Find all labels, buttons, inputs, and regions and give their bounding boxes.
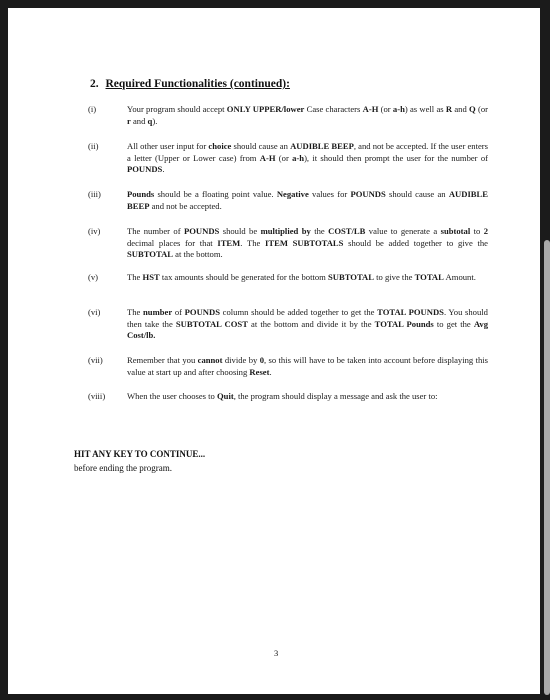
section-title: Required Functionalities (continued):	[105, 78, 290, 90]
emphasis-text: ITEM	[217, 237, 241, 248]
body-text: .	[162, 164, 165, 175]
list-item-text	[127, 272, 488, 284]
emphasis-text: COST/LB	[328, 226, 366, 236]
list-item-text	[127, 104, 488, 127]
body-text: Amount.	[443, 272, 476, 282]
emphasis-text: cannot	[197, 355, 223, 365]
list-item	[88, 141, 488, 176]
body-text: values for	[308, 189, 351, 199]
emphasis-text: r	[127, 115, 131, 126]
body-text: decimal places for that	[127, 237, 218, 248]
body-text: (or	[275, 152, 293, 163]
section-heading	[90, 78, 290, 90]
body-text: should cause an	[231, 141, 291, 151]
emphasis-text: POUNDS	[127, 164, 163, 175]
list-item-marker: (vi)	[88, 307, 101, 317]
body-text: .	[269, 366, 272, 377]
body-text: should cause an	[385, 189, 449, 199]
body-text: , so this will have to be taken into account before displaying this value at start up and after choosing	[127, 355, 488, 377]
list-item	[88, 272, 488, 284]
emphasis-text: A-H	[362, 104, 379, 114]
document-page	[8, 8, 540, 694]
list-item-text	[127, 307, 488, 342]
emphasis-text: TOTAL POUNDS	[377, 307, 444, 317]
emphasis-text: SUBTOTAL	[127, 249, 174, 260]
list-item-marker: (iii)	[88, 189, 101, 199]
list-item-text	[127, 189, 488, 212]
body-text: and	[130, 115, 148, 126]
list-item-marker: (i)	[88, 104, 97, 114]
list-item	[88, 307, 488, 342]
page-number: 3	[274, 648, 279, 658]
body-text: Your program should accept	[127, 104, 227, 114]
body-text: to give the	[374, 272, 415, 282]
body-text: When the user chooses to	[127, 391, 217, 401]
body-text: at the bottom and divide it by the	[247, 318, 375, 329]
emphasis-text: AUDIBLE BEEP	[290, 141, 354, 151]
emphasis-text: TOTAL Pounds	[374, 318, 434, 329]
body-text: ).	[152, 115, 158, 126]
emphasis-text: POUNDS	[350, 189, 386, 199]
body-text: ) as well as	[404, 104, 446, 114]
emphasis-text: A-H	[259, 152, 276, 163]
list-item-marker: (vii)	[88, 355, 103, 365]
body-text: Remember that you	[127, 355, 198, 365]
emphasis-text: AUDIBLE BEEP	[127, 189, 488, 211]
emphasis-text: HST	[142, 272, 160, 282]
body-text: of	[172, 307, 185, 317]
list-item	[88, 355, 488, 378]
list-item-marker: (v)	[88, 272, 99, 282]
continue-prompt-note: before ending the program.	[74, 463, 172, 473]
body-text: and	[452, 104, 470, 114]
emphasis-text: ITEM SUBTOTALS	[265, 237, 344, 248]
body-text: , the program should display a message and ask the user to:	[233, 391, 438, 401]
list-item-text	[127, 391, 488, 403]
body-text: and not be accepted.	[149, 200, 222, 211]
emphasis-text: R	[445, 104, 453, 114]
body-text: (or	[475, 104, 488, 114]
continue-prompt: HIT ANY KEY TO CONTINUE...	[74, 449, 206, 459]
list-item	[88, 189, 488, 212]
emphasis-text: Avg Cost/lb.	[127, 318, 489, 341]
body-text: divide by	[222, 355, 260, 365]
emphasis-text: 0	[259, 355, 264, 365]
body-text: at the bottom.	[173, 249, 223, 260]
emphasis-text: a-h	[392, 104, 405, 114]
emphasis-text: SUBTOTAL COST	[175, 318, 248, 329]
emphasis-text: Negative	[276, 189, 309, 199]
body-text: to	[470, 226, 484, 236]
list-item	[88, 104, 488, 127]
emphasis-text: subtotal	[440, 226, 471, 236]
list-item-text	[127, 141, 488, 176]
body-text: . The	[240, 237, 266, 248]
emphasis-text: 2	[483, 226, 489, 236]
list-item-marker: (iv)	[88, 226, 101, 236]
emphasis-text: Quit	[216, 391, 234, 401]
body-text: value to generate a	[365, 226, 441, 236]
list-item-marker: (viii)	[88, 391, 106, 401]
emphasis-text: a-h	[292, 152, 305, 163]
body-text: ), it should then prompt the user for the number of	[304, 152, 488, 163]
body-text: The	[127, 272, 143, 282]
list-item-text	[127, 226, 488, 261]
body-text: tax amounts should be generated for the bottom	[159, 272, 328, 282]
body-text: the	[310, 226, 329, 236]
emphasis-text: TOTAL	[414, 272, 444, 282]
emphasis-text: POUNDS	[183, 226, 220, 236]
body-text: The number of	[127, 226, 184, 236]
body-text: column should be added together to get the	[220, 307, 378, 317]
body-text: All other user input for	[127, 141, 209, 151]
emphasis-text: Q	[469, 104, 476, 114]
emphasis-text: POUNDS	[184, 307, 220, 317]
list-item-marker: (ii)	[88, 141, 99, 151]
body-text: , and not be accepted. If the user enters a letter (Upper or Lower case) from	[127, 141, 488, 163]
emphasis-text: SUBTOTAL	[327, 272, 374, 282]
emphasis-text: choice	[208, 141, 232, 151]
body-text: (or	[378, 104, 393, 114]
body-text: . You should then take the	[127, 307, 488, 329]
list-item-text	[127, 355, 488, 378]
emphasis-text: number	[143, 307, 173, 317]
emphasis-text: ONLY UPPER/lower	[226, 104, 305, 114]
body-text: The	[127, 307, 144, 317]
body-text: should be	[219, 226, 261, 236]
body-text: should be added together to give the	[343, 237, 488, 248]
list-item	[88, 391, 488, 403]
emphasis-text: Pounds	[127, 189, 155, 199]
vertical-scrollbar[interactable]	[544, 240, 550, 695]
section-number: 2.	[90, 78, 99, 90]
list-item	[88, 226, 488, 261]
body-text: to get the	[433, 318, 474, 329]
emphasis-text: q	[147, 115, 153, 126]
body-text: should be a floating point value.	[154, 189, 277, 199]
body-text: Case characters	[304, 104, 363, 114]
emphasis-text: multiplied by	[260, 226, 311, 236]
emphasis-text: Reset	[249, 366, 270, 377]
